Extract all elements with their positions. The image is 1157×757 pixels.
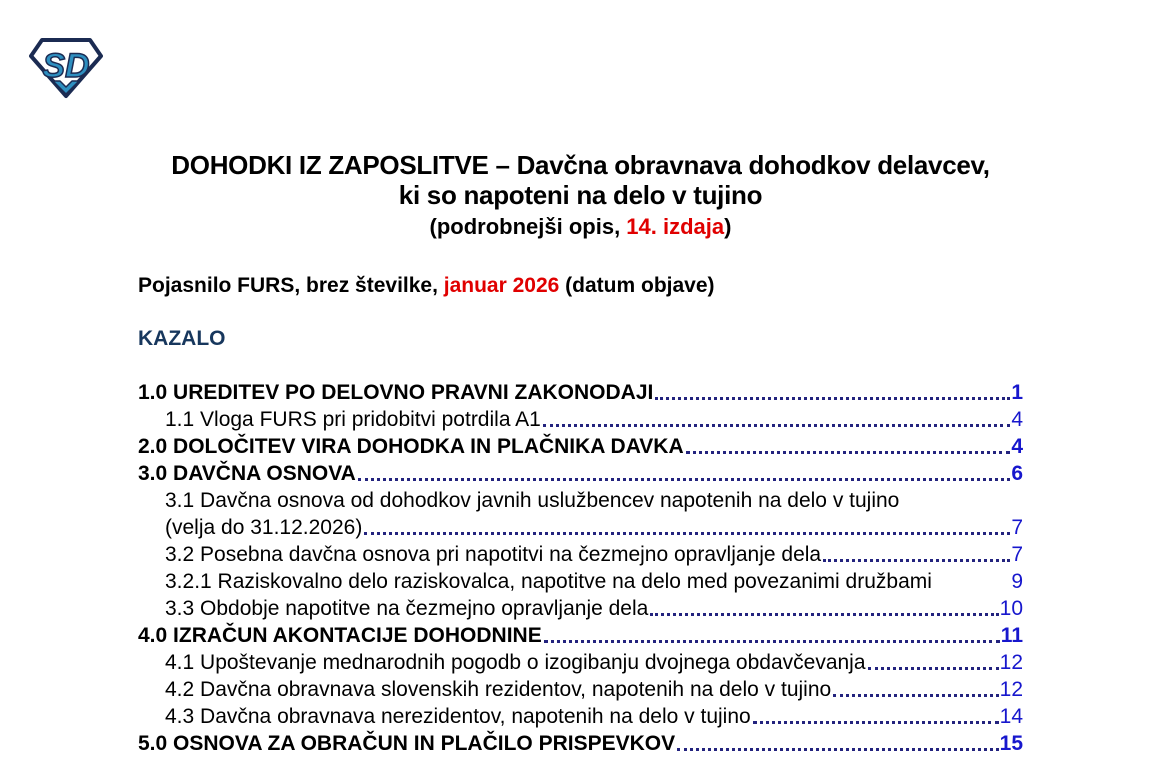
toc-heading: KAZALO xyxy=(138,327,226,350)
toc-entry-4-1[interactable] xyxy=(138,649,1023,676)
toc-leader-dots xyxy=(753,721,999,724)
toc-entry-3-2-1[interactable] xyxy=(138,568,1023,595)
toc-page-number: 7 xyxy=(1011,516,1023,539)
toc-page-number: 11 xyxy=(1000,624,1023,647)
toc-leader-dots xyxy=(650,613,998,616)
toc-page-number: 12 xyxy=(999,678,1023,701)
toc-leader-dots xyxy=(543,424,1010,427)
publication-prefix: Pojasnilo FURS, brez številke, xyxy=(138,274,444,297)
toc-entry-text: 3.3 Obdobje napotitve na čezmejno opravljanje dela xyxy=(165,597,649,620)
toc-page-number: 9 xyxy=(1011,570,1023,593)
toc-leader-dots xyxy=(358,478,1010,481)
title-subtitle xyxy=(138,213,1023,241)
toc-entry-4-0[interactable] xyxy=(138,622,1023,649)
toc-leader-dots xyxy=(364,532,1010,535)
toc-entry-text: 4.3 Davčna obravnava nerezidentov, napotenih na delo v tujino xyxy=(165,705,751,728)
toc-page-number: 15 xyxy=(999,732,1023,755)
toc-leader-dots xyxy=(655,397,1010,400)
publication-info xyxy=(138,272,1023,299)
toc-leader-dots xyxy=(686,451,1011,454)
title-line-1: DOHODKI IZ ZAPOSLITVE – Davčna obravnava dohodkov delavcev, xyxy=(171,150,990,180)
toc-entry-2-0[interactable] xyxy=(138,433,1023,460)
toc-entry-text: 3.2 Posebna davčna osnova pri napotitvi na čezmejno opravljanje dela xyxy=(165,543,822,566)
toc-leader-dots xyxy=(868,667,999,670)
toc-entry-3-2[interactable] xyxy=(138,541,1023,568)
toc-leader-dots xyxy=(823,559,1010,562)
table-of-contents xyxy=(138,379,1023,757)
toc-page-number: 6 xyxy=(1011,462,1023,485)
toc-entry-text: (velja do 31.12.2026) xyxy=(165,516,363,539)
toc-entry-text: 4.0 IZRAČUN AKONTACIJE DOHODNINE xyxy=(138,624,542,647)
toc-leader-dots xyxy=(544,640,1000,643)
shield-icon xyxy=(28,37,104,99)
subtitle-suffix: ) xyxy=(724,214,732,239)
toc-page-number: 12 xyxy=(999,651,1023,674)
toc-entry-text: 3.1 Davčna osnova od dohodkov javnih uslužbencev napotenih na delo v tujino xyxy=(165,489,900,512)
logo-letters: SD xyxy=(42,47,90,85)
toc-entry-3-1-line1[interactable] xyxy=(138,487,1023,514)
toc-entry-1-0[interactable] xyxy=(138,379,1023,406)
toc-entry-3-0[interactable] xyxy=(138,460,1023,487)
document-title xyxy=(138,0,1023,241)
sd-logo xyxy=(28,37,104,99)
toc-page-number: 10 xyxy=(999,597,1023,620)
toc-page-number: 4 xyxy=(1011,408,1023,431)
toc-entry-3-1-line2[interactable] xyxy=(138,514,1023,541)
toc-page-number: 4 xyxy=(1011,435,1023,458)
publication-suffix: (datum objave) xyxy=(559,274,715,297)
toc-page-number: 14 xyxy=(999,705,1023,728)
toc-entry-text: 2.0 DOLOČITEV VIRA DOHODKA IN PLAČNIKA DAVKA xyxy=(138,435,684,458)
toc-entry-text: 1.1 Vloga FURS pri pridobitvi potrdila A1 xyxy=(165,408,541,431)
toc-entry-4-3[interactable] xyxy=(138,703,1023,730)
toc-entry-text: 3.0 DAVČNA OSNOVA xyxy=(138,462,356,485)
toc-leader-dots xyxy=(833,694,998,697)
toc-entry-text: 1.0 UREDITEV PO DELOVNO PRAVNI ZAKONODAJI xyxy=(138,381,654,404)
document-content xyxy=(138,0,1023,757)
toc-entry-3-3[interactable] xyxy=(138,595,1023,622)
toc-entry-5-0[interactable] xyxy=(138,730,1023,757)
toc-entry-1-1[interactable] xyxy=(138,406,1023,433)
toc-entry-text: 4.2 Davčna obravnava slovenskih rezidentov, napotenih na delo v tujino xyxy=(165,678,832,701)
title-line-2: ki so napoteni na delo v tujino xyxy=(398,180,763,210)
toc-entry-text: 5.0 OSNOVA ZA OBRAČUN IN PLAČILO PRISPEVKOV xyxy=(138,732,676,755)
toc-page-number: 7 xyxy=(1011,543,1023,566)
toc-entry-text: 3.2.1 Raziskovalno delo raziskovalca, napotitve na delo med povezanimi družbami xyxy=(165,570,932,593)
toc-page-number: 1 xyxy=(1011,381,1023,404)
publication-date: januar 2026 xyxy=(443,274,560,297)
toc-entry-4-2[interactable] xyxy=(138,676,1023,703)
toc-entry-text: 4.1 Upoštevanje mednarodnih pogodb o izogibanju dvojnega obdavčevanja xyxy=(165,651,866,674)
subtitle-prefix: (podrobnejši opis, xyxy=(429,214,627,239)
edition-number: 14. izdaja xyxy=(626,214,725,239)
toc-leader-dots xyxy=(677,748,999,751)
